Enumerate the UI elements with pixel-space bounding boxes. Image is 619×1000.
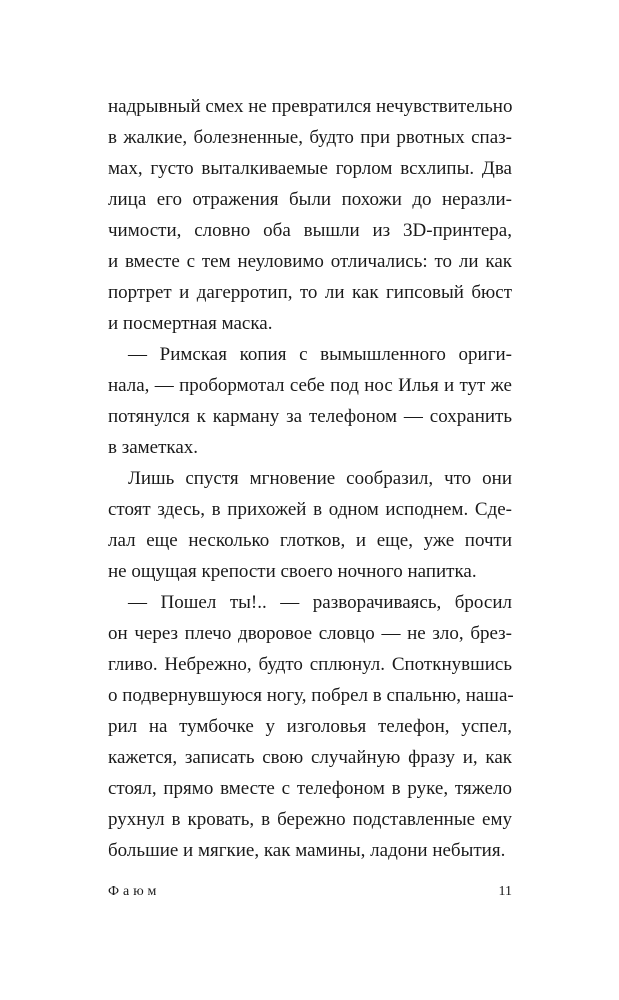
text-line: рил на тумбочке у изголовья телефон, успел, [108, 716, 512, 737]
text-line: лал еще несколько глотков, и еще, уже почти [108, 530, 512, 551]
text-line: не ощущая крепости своего ночного напитка. [108, 561, 477, 582]
text-line: чимости, словно оба вышли из 3D-принтера, [108, 220, 512, 241]
text-line: и вместе с тем неуловимо отличались: то ли как [108, 251, 512, 272]
body-text [108, 91, 512, 866]
text-line: стоял, прямо вместе с телефоном в руке, тяжело [108, 778, 512, 799]
text-line: стоят здесь, в прихожей в одном исподнем. Сде- [108, 499, 512, 520]
running-title: Фаюм [108, 884, 161, 899]
text-line: — Римская копия с вымышленного ориги- [128, 344, 512, 365]
text-line: кажется, записать свою случайную фразу и, как [108, 747, 512, 768]
text-line: большие и мягкие, как мамины, ладони небытия. [108, 840, 506, 861]
text-line: мах, густо выталкиваемые горлом всхлипы. Два [108, 158, 512, 179]
text-line: он через плечо дворовое словцо — не зло, брез- [108, 623, 512, 644]
text-line: в жалкие, болезненные, будто при рвотных спаз- [108, 127, 512, 148]
text-line: лица его отражения были похожи до неразли- [108, 189, 512, 210]
text-line: гливо. Небрежно, будто сплюнул. Споткнувшись [108, 654, 512, 675]
text-line: Лишь спустя мгновение сообразил, что они [128, 468, 512, 489]
text-line: — Пошел ты!.. — разворачиваясь, бросил [128, 592, 512, 613]
text-line: потянулся к карману за телефоном — сохранить [108, 406, 512, 427]
text-line: портрет и дагерротип, то ли как гипсовый бюст [108, 282, 512, 303]
text-line: надрывный смех не превратился нечувствительно [108, 96, 513, 117]
text-line: о подвернувшуюся ногу, побрел в спальню, наша- [108, 685, 514, 706]
page-number: 11 [498, 884, 512, 899]
text-line: нала, — пробормотал себе под нос Илья и тут же [108, 375, 512, 396]
text-line: в заметках. [108, 437, 199, 458]
text-line: рухнул в кровать, в бережно подставленные ему [108, 809, 512, 830]
text-line: и посмертная маска. [108, 313, 273, 334]
